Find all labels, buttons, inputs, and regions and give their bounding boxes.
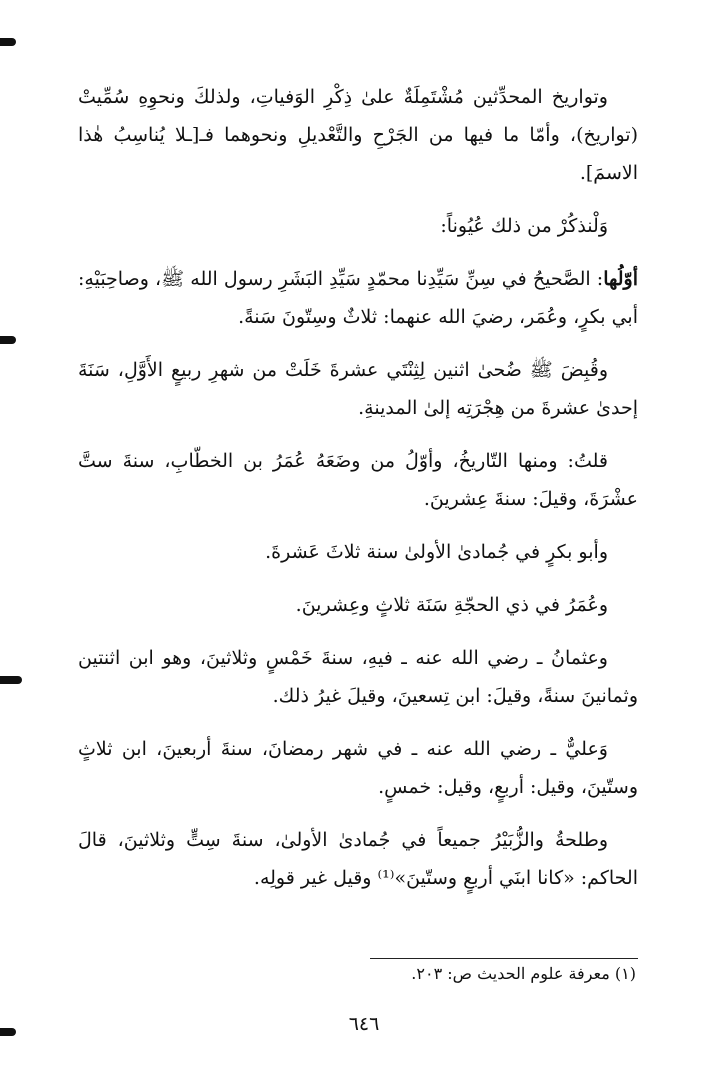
paragraph: وطلحةُ والزُّبَيْرُ جميعاً في جُمادىٰ الأولىٰ، سنةَ سِتٍّ وثلاثينَ، قالَ الحاكم: «كانا ابنَي أربعٍ وستّينَ»⁽¹⁾ وقيل غير قولِه. [78,829,638,889]
binding-mark [0,38,16,46]
paragraph: وعثمانُ ـ رضي الله عنه ـ فيهِ، سنةَ خَمْسٍ وثلاثينَ، وهو ابن اثنتين وثمانينَ سنةً، وقيلَ: ابن تِسعينَ، وقيلَ غيرُ ذلك. [78,647,638,707]
paragraph: وعُمَرُ في ذي الحجّةِ سَنَة ثلاثٍ وعِشرينَ. [295,594,608,616]
footnote: (١) معرفة علوم الحديث ص: ٢٠٣. [411,964,636,983]
paragraph: وأبو بكرٍ في جُمادىٰ الأولىٰ سنة ثلاثَ عَشرةَ. [265,541,608,563]
main-text [78,78,638,912]
paragraph: قلتُ: ومنها التّاريخُ، وأوّلُ من وضَعَهُ عُمَرُ بن الخطّابِ، سنةَ ستَّ عشْرَةَ، وقيلَ: سنةَ عِشرينَ. [78,450,638,510]
bold-lead: أوّلُها [603,268,638,290]
paragraph: وَلْنذكُرْ من ذلك عُيُوناً: [440,215,608,237]
footnote-divider [370,958,638,959]
paragraph: وتواريخ المحدِّثين مُشْتَمِلَةٌ علىٰ ذِكْرِ الوَفياتِ، ولذلكَ ونحوِهِ سُمِّيتْ (تواريخ)، وأمّا ما فيها من الجَرْحِ والتَّعْديلِ ونحوهما فـ[ـلا يُناسِبُ هٰذا الاسمَ]. [78,86,638,184]
page-number: ٦٤٦ [348,1013,380,1035]
paragraph: وَعليٌّ ـ رضي الله عنه ـ في شهر رمضانَ، سنةَ أربعينَ، ابن ثلاثٍ وستّينَ، وقيل: أربعٍ، وقيل: خمسٍ. [78,738,638,798]
paragraph: وقُبِضَ ﷺ ضُحىٰ اثنين لِثِنْتَي عشرةَ خَلَتْ من شهرِ ربيعٍ الأَوَّلِ، سَنَةَ إحدىٰ عشرةَ من هِجْرَتِه إلىٰ المدينةِ. [78,359,638,419]
binding-mark [0,336,16,344]
paragraph: أوّلُها: الصَّحيحُ في سِنِّ سَيِّدِنا محمّدٍ سَيِّدِ البَشَرِ رسول الله ﷺ، وصاحِبَيْهِ: أبي بكرٍ، وعُمَر، رضيَ الله عنهما: ثلاثٌ وسِتّونَ سَنةً. [78,268,638,328]
binding-mark [0,676,22,684]
